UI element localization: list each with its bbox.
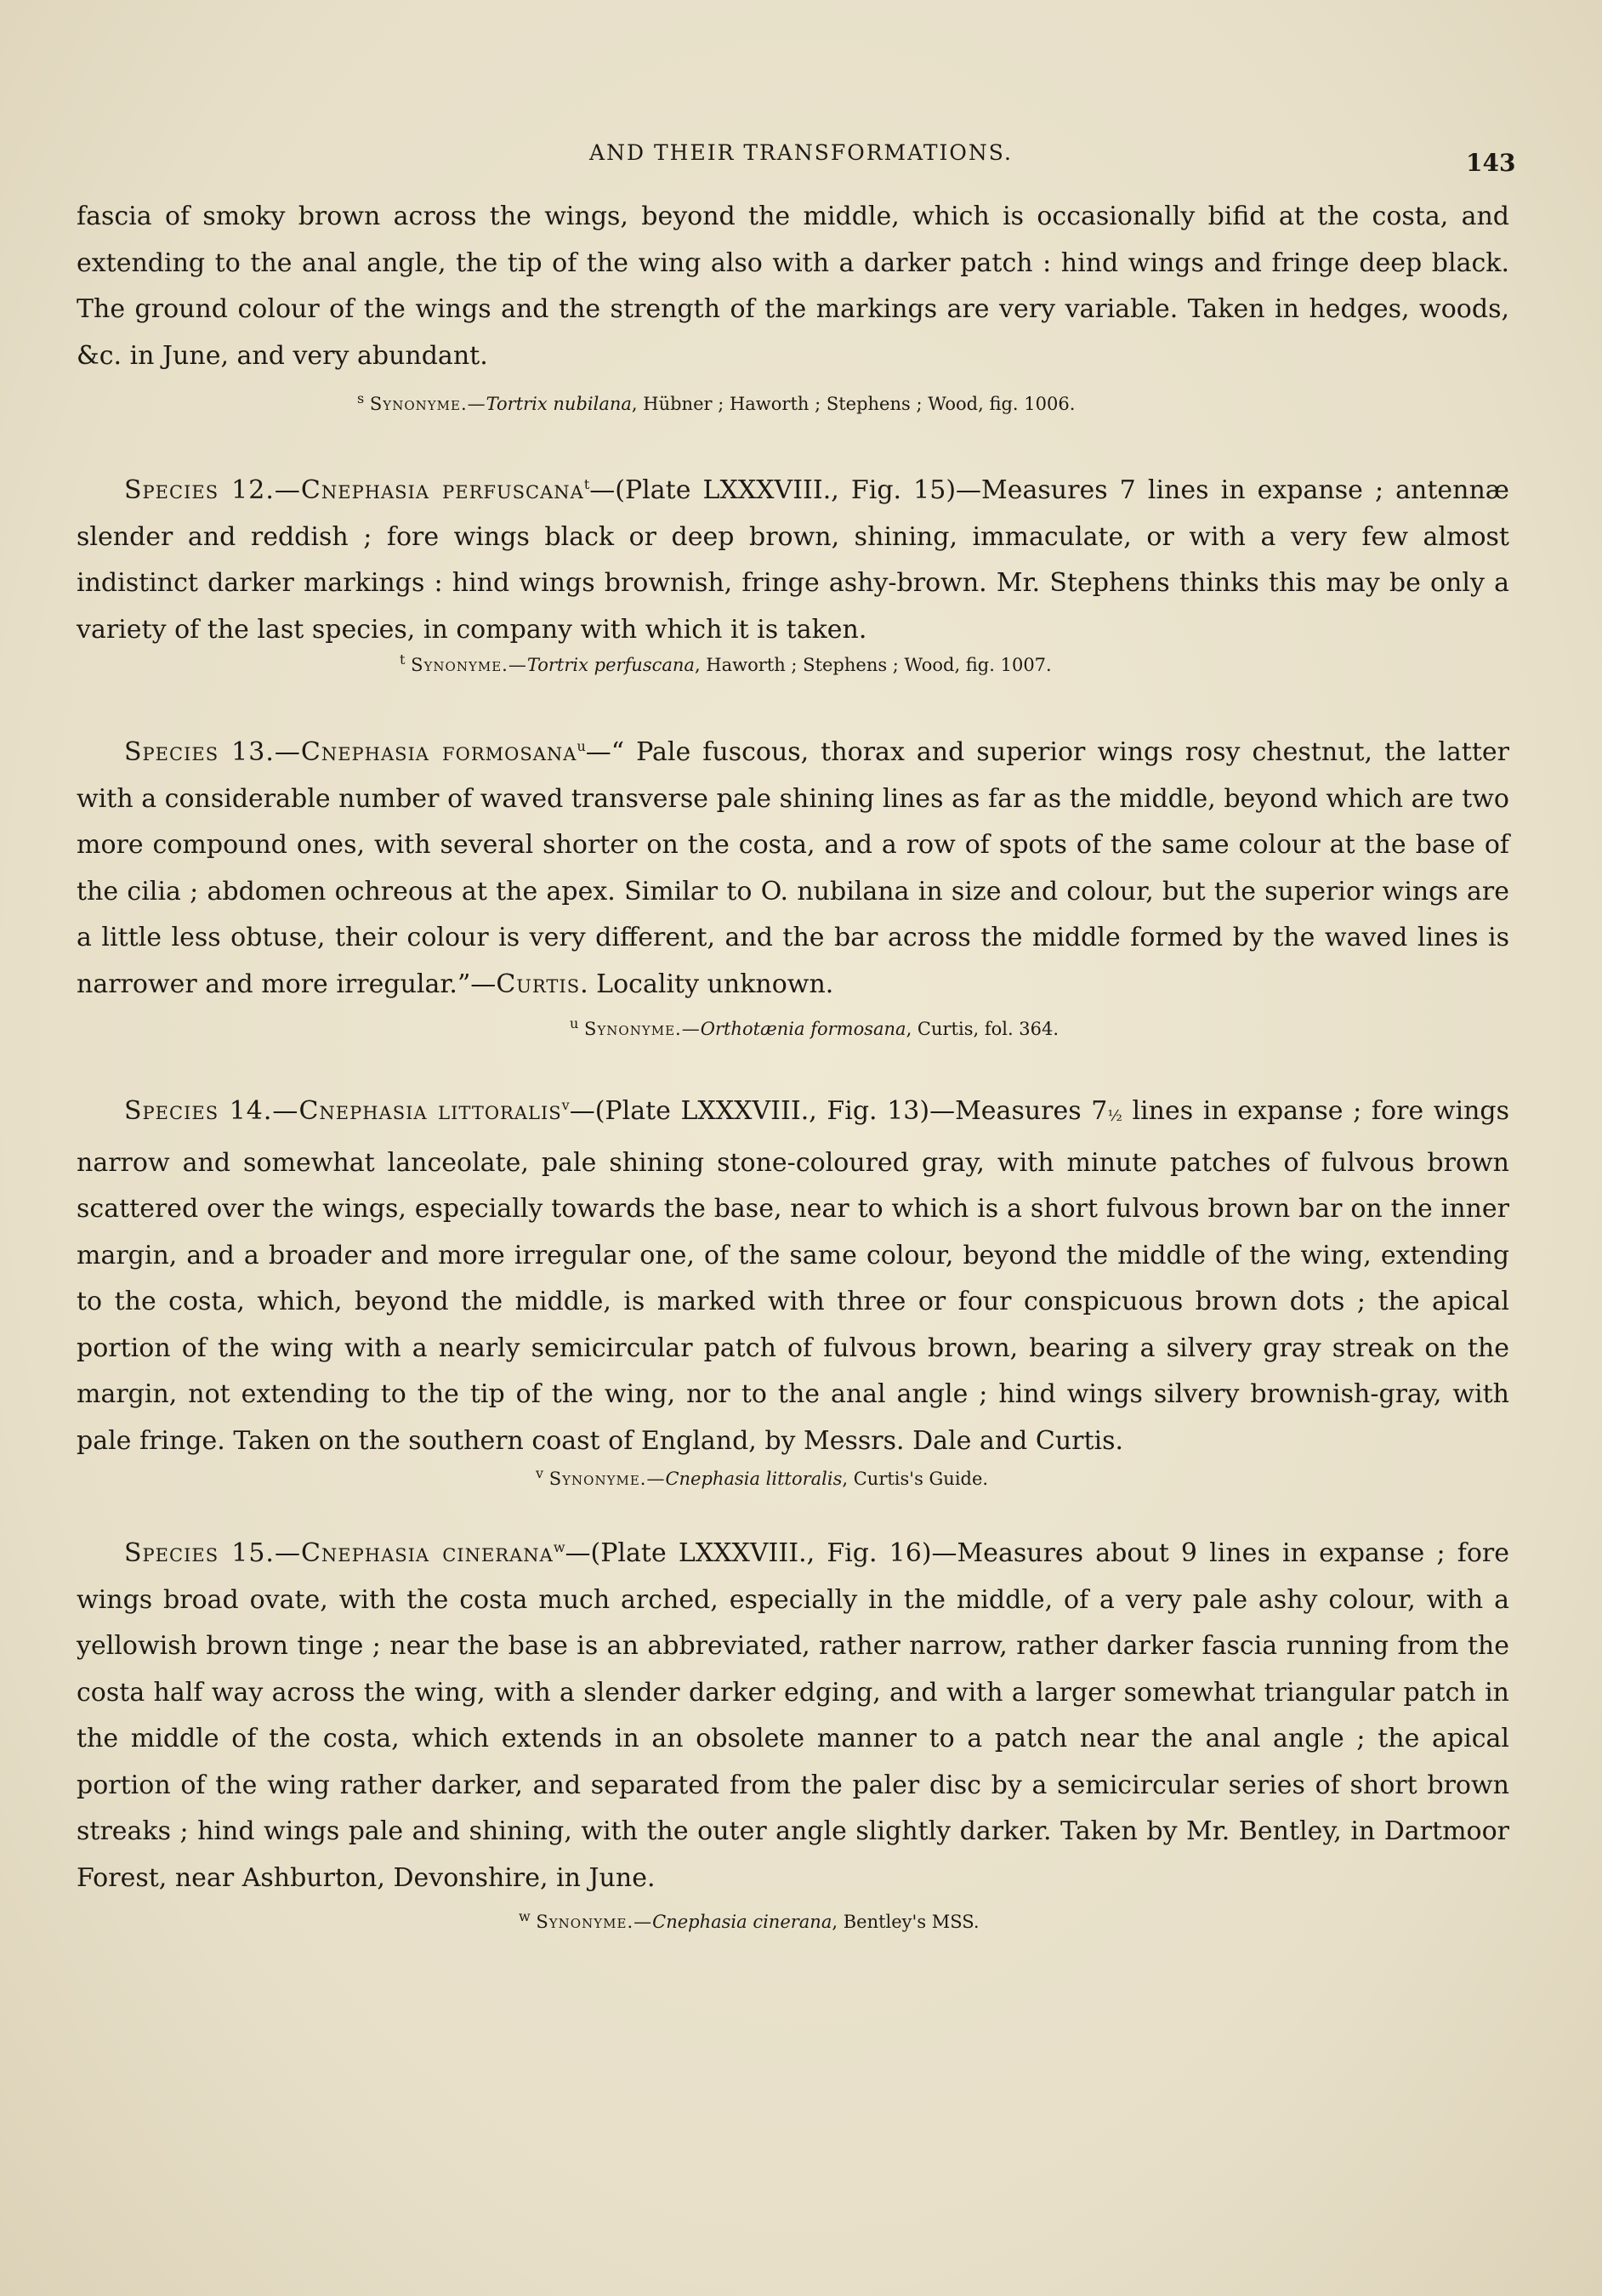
footnote-u: $^u$ Synonyme.—Orthotænia formosana, Curtis, fol. 364. (570, 1015, 1059, 1039)
footnote-s: $^s$ Synonyme.—Tortrix nubilana, Hübner ; Haworth ; Stephens ; Wood, fig. 1006. (357, 390, 1076, 414)
footnote-mark: v (561, 1097, 570, 1113)
page-number: 143 (1466, 149, 1516, 177)
footnote-mark: u (577, 738, 586, 754)
measure-fraction: ½ (1107, 1107, 1122, 1125)
species-description: —(Plate LXXXVIII., Fig. 15)—Measures 7 lines in expanse ; antennæ slender and reddish ; fore wings black or deep brown, shining, immaculate, or with a very few almost indistinct darker markings : hind wings brownish, fringe ashy-brown. Mr. Stephens thinks this may be only a variety of the last species, in company with which it is taken. (77, 475, 1510, 645)
species-12-paragraph (77, 468, 1509, 653)
species-label: Species 15.— (124, 1538, 301, 1568)
species-label: Species 13.— (124, 737, 301, 767)
species-15-paragraph (77, 1531, 1509, 1901)
footnote-mark: w (553, 1539, 565, 1555)
species-name: Cnephasia formosana (300, 737, 577, 767)
running-title: AND THEIR TRANSFORMATIONS. (589, 140, 1013, 165)
footnote-t: $^t$ Synonyme.—Tortrix perfuscana, Haworth ; Stephens ; Wood, fig. 1007. (400, 651, 1052, 675)
species-13-paragraph (77, 730, 1509, 1008)
species-description: —(Plate LXXXVIII., Fig. 16)—Measures about 9 lines in expanse ; fore wings broad ovate, with the costa much arched, especially in the middle, of a very pale ashy colour, with a yellowish brown tinge ; near the base is an abbreviated, rather narrow, rather darker fascia running from the costa half way across the wing, with a slender darker edging, and with a larger somewhat triangular patch in the middle of the costa, which extends in an obsolete manner to a patch near the anal angle ; the apical portion of the wing rather darker, and separated from the paler disc by a semicircular series of short brown streaks ; hind wings pale and shining, with the outer angle slightly darker. Taken by Mr. Bentley, in Dartmoor Forest, near Ashburton, Devonshire, in June. (77, 1538, 1509, 1893)
continuation-paragraph (77, 194, 1509, 379)
species-description-end: . Locality unknown. (580, 969, 834, 999)
footnote-mark: t (583, 476, 590, 492)
species-label: Species 14.— (124, 1096, 299, 1126)
footnote-w: $^w$ Synonyme.—Cnephasia cinerana, Bentley's MSS. (519, 1908, 980, 1932)
species-description: lines in expanse ; fore wings narrow and somewhat lanceolate, pale shining stone-coloured gray, with minute patches of fulvous brown scattered over the wings, especially towards the base, near to which is a short fulvous brown bar on the inner margin, and a broader and more irregular one, of the same colour, beyond the middle of the wing, extending to the costa, which, beyond the middle, is marked with three or four conspicuous brown dots ; the apical portion of the wing with a nearly semicircular patch of fulvous brown, bearing a silvery gray streak on the margin, not extending to the tip of the wing, nor to the anal angle ; hind wings silvery brownish-gray, with pale fringe. Taken on the southern coast of England, by Messrs. Dale and Curtis. (77, 1096, 1509, 1456)
species-measure: —(Plate LXXXVIII., Fig. 13)—Measures 7 (569, 1096, 1108, 1126)
species-name: Cnephasia littoralis (298, 1096, 562, 1126)
footnote-v: $^v$ Synonyme.—Cnephasia littoralis, Curtis's Guide. (536, 1465, 989, 1489)
author-name: Curtis (496, 969, 581, 999)
species-description: —“ Pale fuscous, thorax and superior wings rosy chestnut, the latter with a considerable number of waved transverse pale shining lines as far as the middle, beyond which are two more compound ones, with several shorter on the costa, and a row of spots of the same colour at the base of the cilia ; abdomen ochreous at the apex. Similar to O. nubilana in size and colour, but the superior wings are a little less obtuse, their colour is very different, and the bar across the middle formed by the waved lines is narrower and more irregular.”— (77, 737, 1509, 999)
species-name: Cnephasia perfuscana (300, 475, 584, 505)
species-name: Cnephasia cinerana (300, 1538, 554, 1568)
species-14-paragraph (77, 1088, 1509, 1464)
species-label: Species 12.— (124, 475, 301, 505)
continuation-text: fascia of smoky brown across the wings, beyond the middle, which is occasionally bifid at the costa, and extending to the anal angle, the tip of the wing also with a darker patch : hind wings and fringe deep black. The ground colour of the wings and the strength of the markings are very variable. Taken in hedges, woods, &c. in June, and very abundant. (77, 202, 1509, 371)
